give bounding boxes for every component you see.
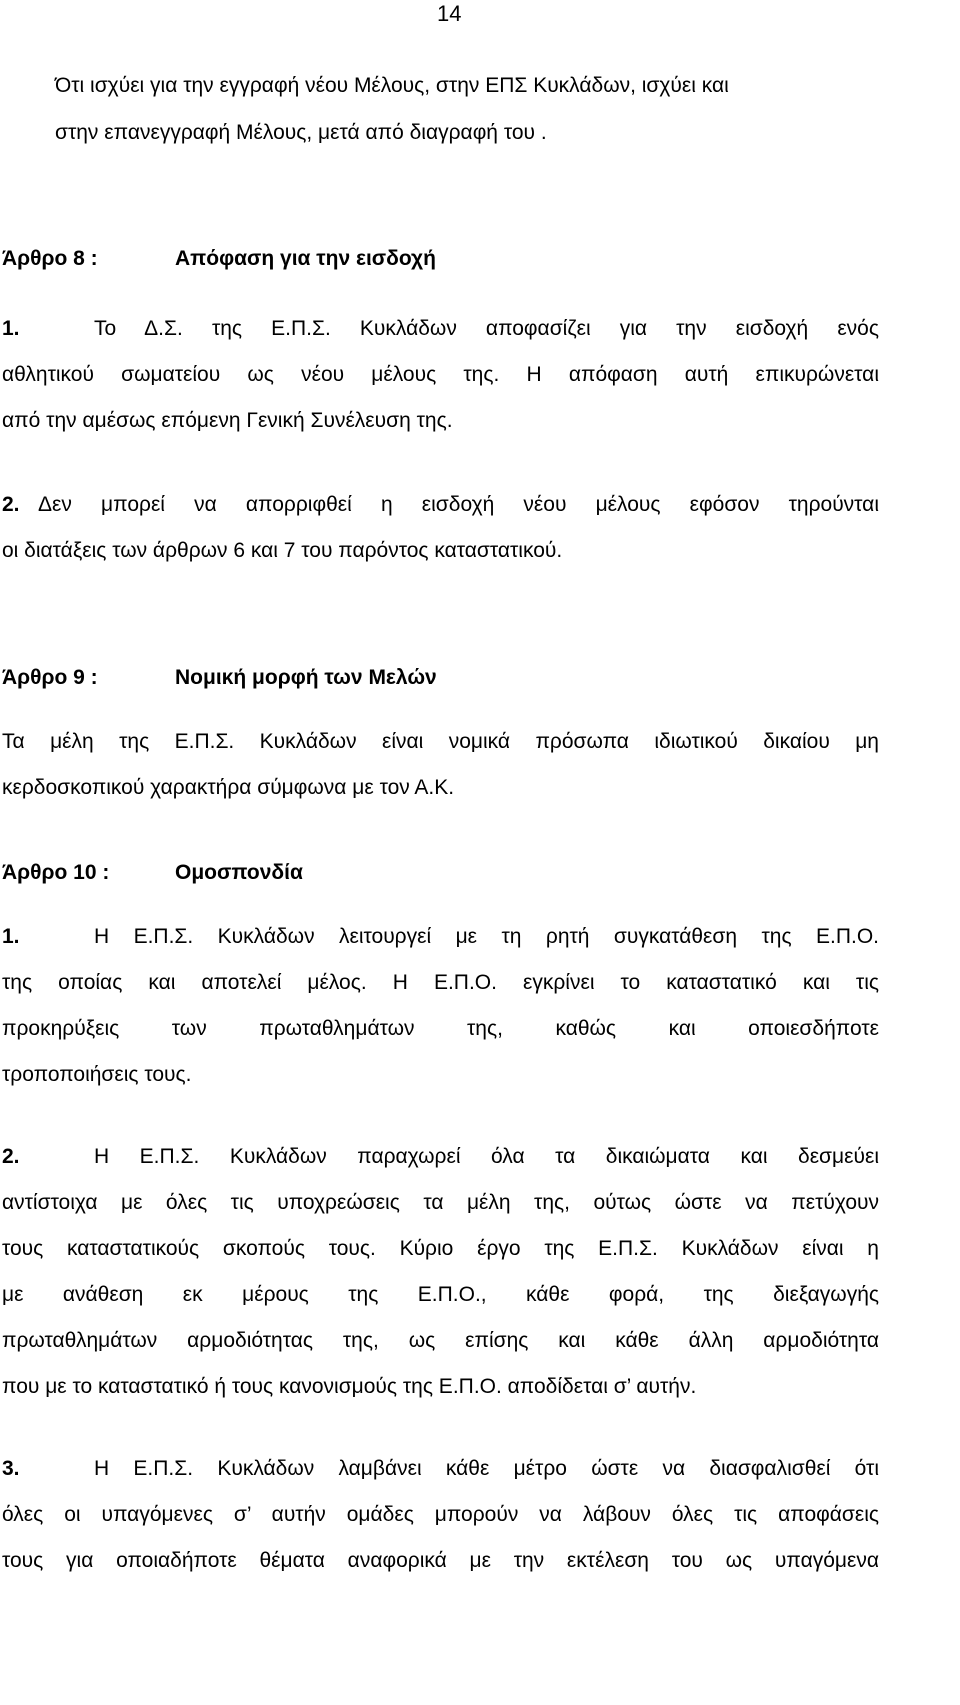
article-9-line-1: Τα μέλη της Ε.Π.Σ. Κυκλάδων είναι νομικά πρόσωπα ιδιωτικού δικαίου μη <box>2 730 879 753</box>
article-10-item-3-line-3: τους για οποιαδήποτε θέματα αναφορικά με την εκτέλεση του ως υπαγόμενα <box>2 1549 879 1572</box>
article-10-item-3-line-2: όλες οι υπαγόμενες σ’ αυτήν ομάδες μπορούν να λάβουν όλες τις αποφάσεις <box>2 1503 879 1526</box>
article-8-item-2-line-2: οι διατάξεις των άρθρων 6 και 7 του παρόντος καταστατικού. <box>2 539 563 562</box>
article-9-label: Άρθρο 9 : <box>2 666 98 689</box>
article-10-item-1-line-2: της οποίας και αποτελεί μέλος. Η Ε.Π.Ο. εγκρίνει το καταστατικό και τις <box>2 971 879 994</box>
article-10-item-2-line-5: πρωταθλημάτων αρμοδιότητας της, ως επίσης και κάθε άλλη αρμοδιότητα <box>2 1329 879 1352</box>
article-8-item-2-number: 2. <box>2 493 20 516</box>
article-10-item-1-line-1: Η Ε.Π.Σ. Κυκλάδων λειτουργεί με τη ρητή συγκατάθεση της Ε.Π.Ο. <box>94 925 879 948</box>
article-10-item-3-number: 3. <box>2 1457 20 1480</box>
article-9-line-2: κερδοσκοπικού χαρακτήρα σύμφωνα με τον Α.Κ. <box>2 776 455 799</box>
article-8-title: Απόφαση για την εισδοχή <box>175 247 436 270</box>
article-8-item-1-number: 1. <box>2 317 20 340</box>
article-9-title: Νομική μορφή των Μελών <box>175 666 437 689</box>
article-8-label: Άρθρο 8 : <box>2 247 98 270</box>
page-number: 14 <box>437 1 462 26</box>
article-8-item-1-line-3: από την αμέσως επόμενη Γενική Συνέλευση της. <box>2 409 453 432</box>
article-10-item-2-line-4: με ανάθεση εκ μέρους της Ε.Π.Ο., κάθε φορά, της διεξαγωγής <box>2 1283 879 1306</box>
article-10-item-1-number: 1. <box>2 925 20 948</box>
article-10-item-1-line-3: προκηρύξεις των πρωταθλημάτων της, καθώς και οποιεσδήποτε <box>2 1017 879 1040</box>
article-10-title: Ομοσπονδία <box>175 861 303 884</box>
article-10-item-3-line-1: Η Ε.Π.Σ. Κυκλάδων λαμβάνει κάθε μέτρο ώστε να διασφαλισθεί ότι <box>94 1457 879 1480</box>
article-10-item-2-line-3: τους καταστατικούς σκοπούς τους. Κύριο έργο της Ε.Π.Σ. Κυκλάδων είναι η <box>2 1237 879 1260</box>
article-10-item-1-line-4: τροποποιήσεις τους. <box>2 1063 192 1086</box>
intro-line-2: στην επανεγγραφή Μέλους, μετά από διαγραφή του . <box>55 121 547 144</box>
article-10-label: Άρθρο 10 : <box>2 861 110 884</box>
article-8-item-1-line-2: αθλητικού σωματείου ως νέου μέλους της. Η απόφαση αυτή επικυρώνεται <box>2 363 879 386</box>
article-10-item-2-number: 2. <box>2 1145 20 1168</box>
article-10-item-2-line-1: Η Ε.Π.Σ. Κυκλάδων παραχωρεί όλα τα δικαιώματα και δεσμεύει <box>94 1145 879 1168</box>
article-10-item-2-line-6: που με το καταστατικό ή τους κανονισμούς της Ε.Π.Ο. αποδίδεται σ’ αυτήν. <box>2 1375 697 1398</box>
article-10-item-2-line-2: αντίστοιχα με όλες τις υποχρεώσεις τα μέλη της, ούτως ώστε να πετύχουν <box>2 1191 879 1214</box>
intro-line-1: Ότι ισχύει για την εγγραφή νέου Μέλους, στην ΕΠΣ Κυκλάδων, ισχύει και <box>55 74 729 97</box>
article-8-item-2-line-1: Δεν μπορεί να απορριφθεί η εισδοχή νέου μέλους εφόσον τηρούνται <box>38 493 879 516</box>
article-8-item-1-line-1: Το Δ.Σ. της Ε.Π.Σ. Κυκλάδων αποφασίζει για την εισδοχή ενός <box>94 317 879 340</box>
